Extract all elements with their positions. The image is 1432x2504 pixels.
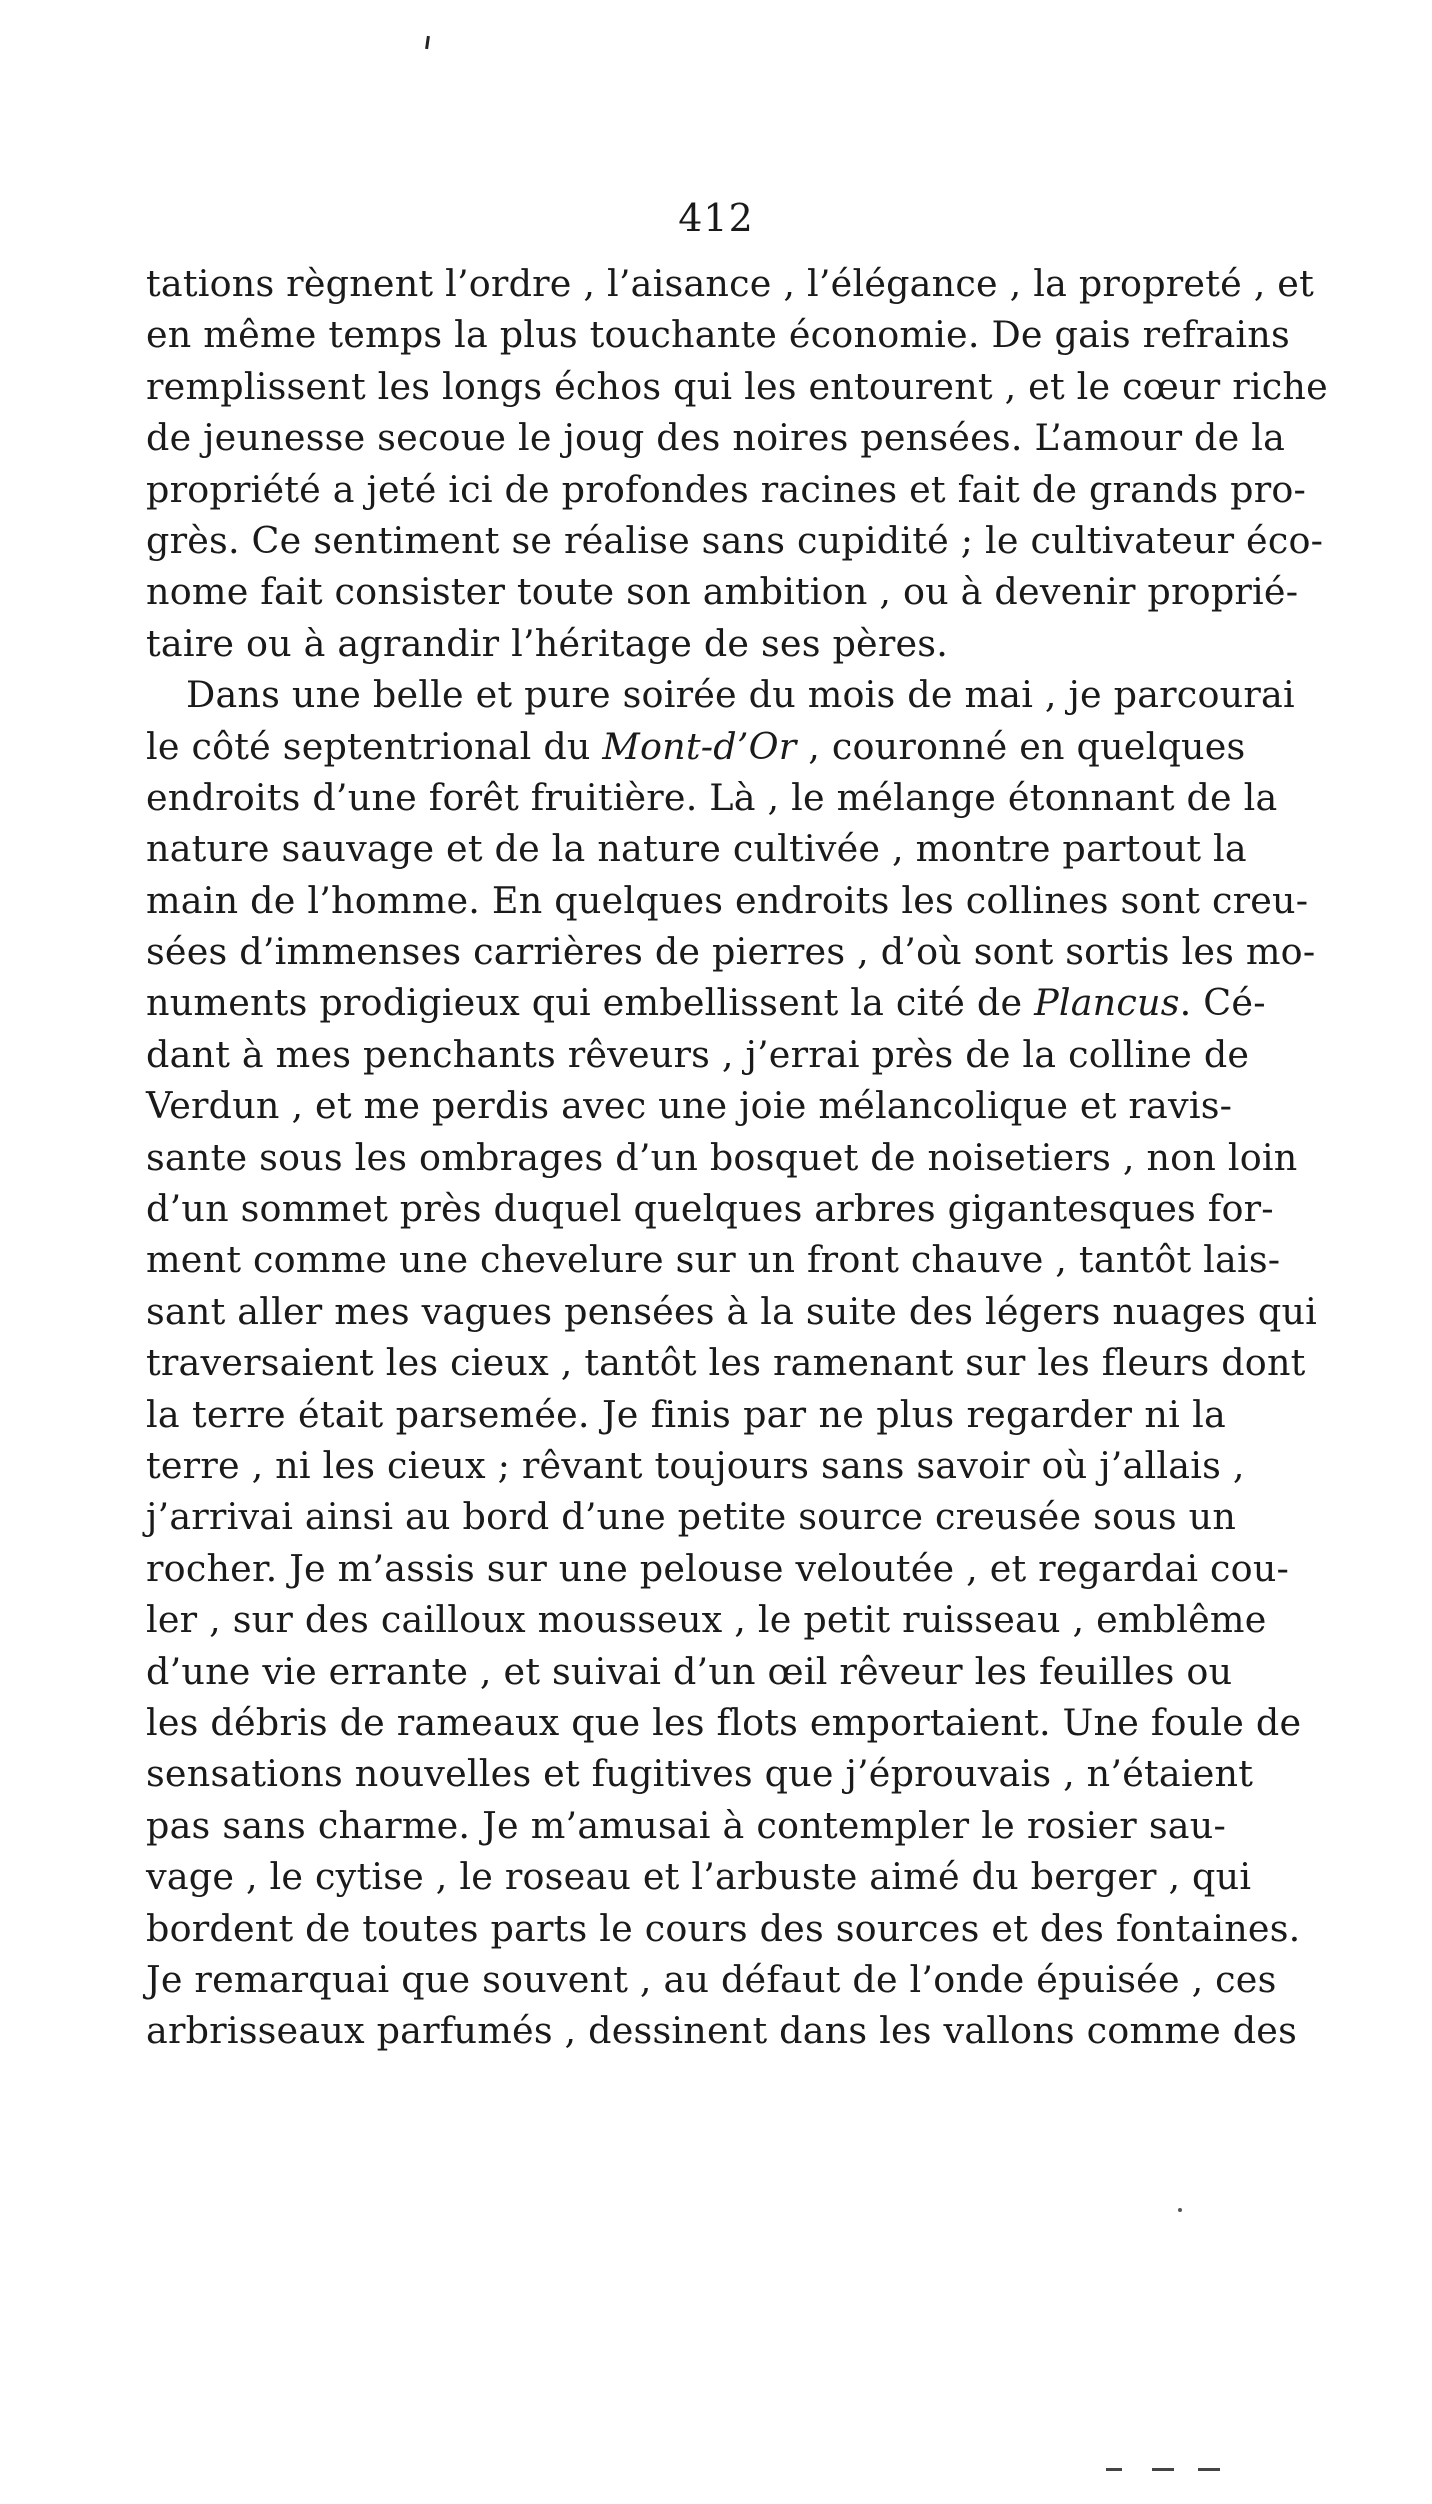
text-line: le côté septentrional du Mont-d’Or , couronné en quelques: [146, 724, 1246, 768]
text-line: sant aller mes vagues pensées à la suite des légers nuages qui: [146, 1289, 1318, 1333]
text-line: nature sauvage et de la nature cultivée , montre partout la: [146, 827, 1247, 871]
ink-speck: [1178, 2208, 1182, 2212]
text-line: propriété a jeté ici de profondes racines et fait de grands pro-: [146, 467, 1307, 511]
text-line: bordent de toutes parts le cours des sources et des fontaines.: [146, 1906, 1301, 1950]
text-line: rocher. Je m’assis sur une pelouse veloutée , et regardai cou-: [146, 1546, 1290, 1590]
text-line: sées d’immenses carrières de pierres , d’où sont sortis les mo-: [146, 930, 1316, 974]
text-line: d’un sommet près duquel quelques arbres gigantesques for-: [146, 1187, 1274, 1231]
text-line: grès. Ce sentiment se réalise sans cupidité ; le cultivateur éco-: [146, 518, 1324, 562]
text-line: Verdun , et me perdis avec une joie mélancolique et ravis-: [146, 1084, 1233, 1128]
text-line: terre , ni les cieux ; rêvant toujours sans savoir où j’allais ,: [146, 1443, 1245, 1487]
text-line: j’arrivai ainsi au bord d’une petite source creusée sous un: [146, 1495, 1237, 1539]
page-number: 412: [678, 196, 754, 240]
text-line: dant à mes penchants rêveurs , j’errai près de la colline de: [146, 1032, 1250, 1076]
text-line: endroits d’une forêt fruitière. Là , le mélange étonnant de la: [146, 775, 1278, 819]
text-line: d’une vie errante , et suivai d’un œil rêveur les feuilles ou: [146, 1649, 1233, 1693]
italic-name: Plancus: [1034, 981, 1180, 1025]
text-line: sante sous les ombrages d’un bosquet de noisetiers , non loin: [146, 1135, 1298, 1179]
text-line: la terre était parsemée. Je finis par ne plus regarder ni la: [146, 1392, 1226, 1436]
paragraph-start-line: Dans une belle et pure soirée du mois de mai , je parcourai: [186, 673, 1295, 717]
text-line: main de l’homme. En quelques endroits les collines sont creu-: [146, 878, 1309, 922]
bottom-edge-marks: [1152, 2468, 1174, 2471]
text-line: taire ou à agrandir l’héritage de ses pères.: [146, 621, 949, 665]
text-line: en même temps la plus touchante économie. De gais refrains: [146, 313, 1290, 357]
text-line: traversaient les cieux , tantôt les ramenant sur les fleurs dont: [146, 1341, 1306, 1385]
text-line: pas sans charme. Je m’amusai à contempler le rosier sau-: [146, 1803, 1226, 1847]
text-line: remplissent les longs échos qui les entourent , et le cœur riche: [146, 364, 1328, 408]
bottom-edge-marks: [1106, 2468, 1122, 2471]
text-line: sensations nouvelles et fugitives que j’éprouvais , n’étaient: [146, 1752, 1254, 1796]
text-line: de jeunesse secoue le joug des noires pensées. L’amour de la: [146, 416, 1286, 460]
text-line: les débris de rameaux que les flots emportaient. Une foule de: [146, 1700, 1302, 1744]
text-line: arbrisseaux parfumés , dessinent dans les vallons comme des: [146, 2009, 1297, 2053]
text-line: ment comme une chevelure sur un front chauve , tantôt lais-: [146, 1238, 1281, 1282]
italic-name: Mont-d’Or: [602, 724, 797, 768]
text-line: nome fait consister toute son ambition , ou à devenir proprié-: [146, 570, 1299, 614]
text-line: ler , sur des cailloux mousseux , le petit ruisseau , emblême: [146, 1598, 1267, 1642]
text-line: vage , le cytise , le roseau et l’arbuste aimé du berger , qui: [146, 1855, 1252, 1899]
ink-speck: [425, 36, 430, 49]
bottom-edge-marks: [1198, 2468, 1220, 2471]
text-line: Je remarquai que souvent , au défaut de l’onde épuisée , ces: [146, 1957, 1277, 2001]
text-line: tations règnent l’ordre , l’aisance , l’élégance , la propreté , et: [146, 262, 1314, 305]
text-line: numents prodigieux qui embellissent la cité de Plancus. Cé-: [146, 981, 1266, 1025]
body-text: [146, 258, 1328, 2057]
